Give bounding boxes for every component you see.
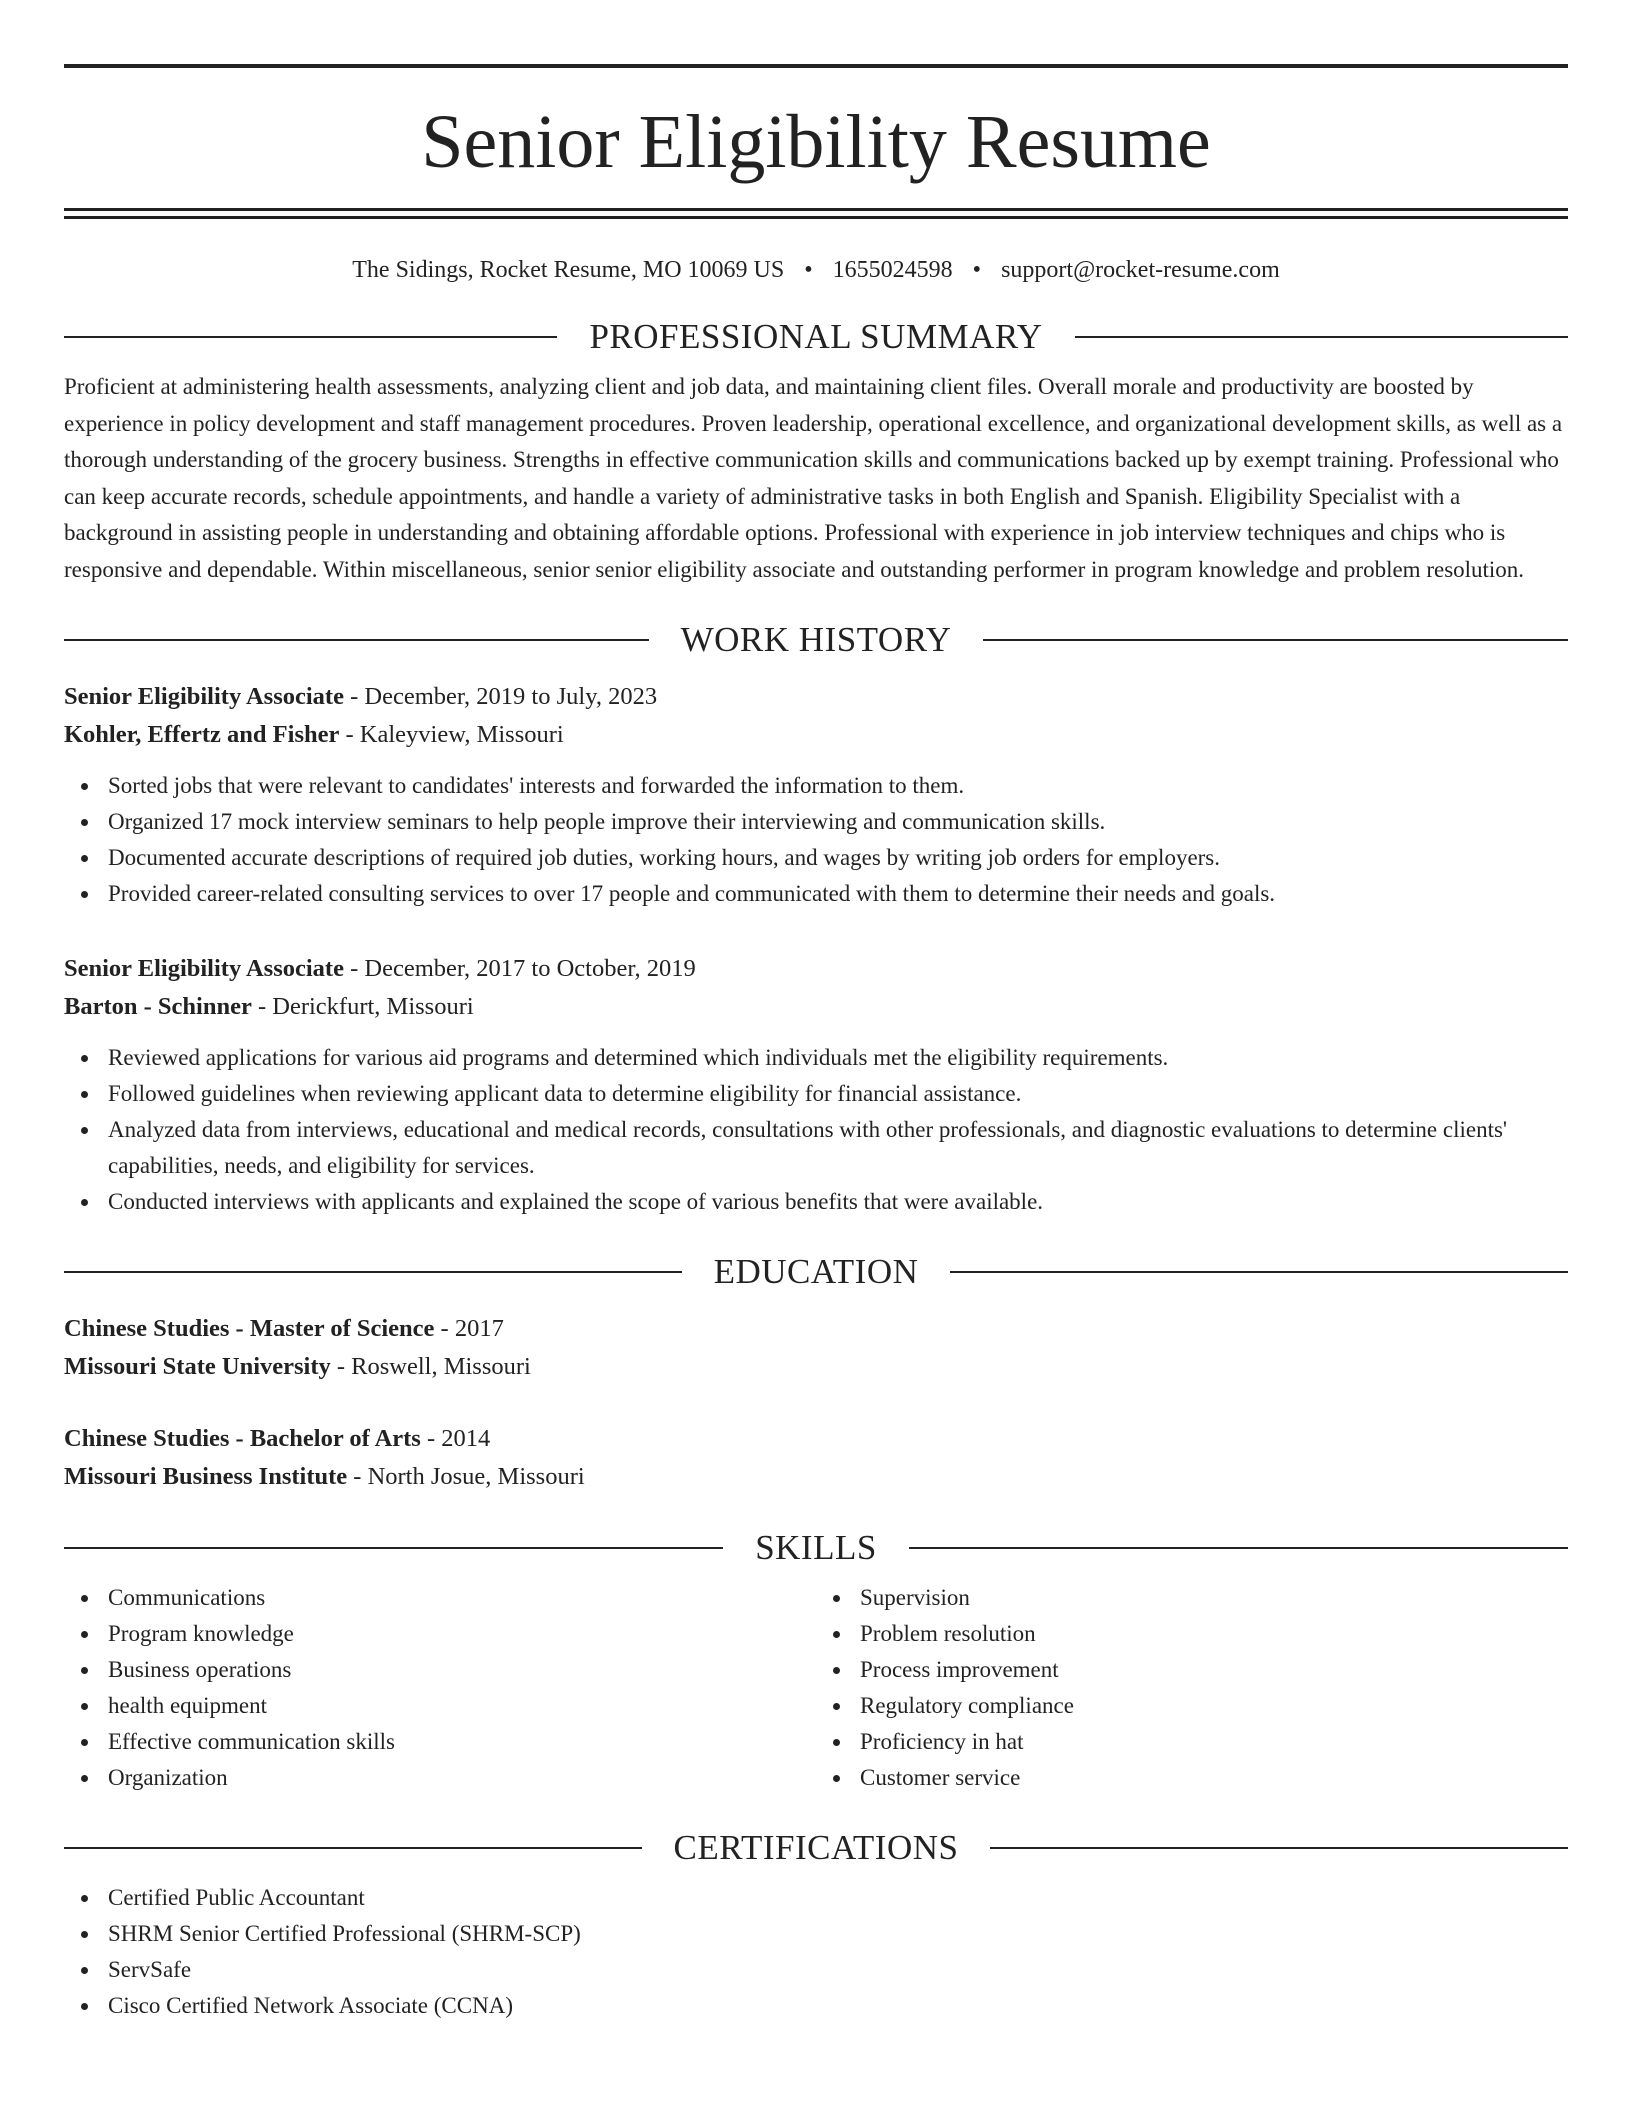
list-item: Certified Public Accountant: [64, 1880, 1568, 1916]
list-item: Conducted interviews with applicants and explained the scope of various benefits that were available.: [64, 1184, 1568, 1220]
job-title-line: [64, 678, 1568, 716]
section-header-certifications: [64, 1826, 1568, 1870]
job-title: Senior Eligibility Associate: [64, 955, 344, 982]
section-rule: [909, 1547, 1568, 1549]
job-company-line: [64, 988, 1568, 1026]
section-rule: [1075, 336, 1568, 338]
school-location: - North Josue, Missouri: [347, 1463, 585, 1490]
list-item: Problem resolution: [816, 1616, 1568, 1652]
list-item: Communications: [64, 1580, 816, 1616]
degree-year: - 2014: [420, 1425, 491, 1452]
job-dates: - December, 2019 to July, 2023: [343, 683, 658, 710]
section-header-education: [64, 1250, 1568, 1294]
degree-year: - 2017: [434, 1315, 504, 1342]
section-rule: [64, 1847, 642, 1849]
contact-separator: •: [804, 257, 813, 283]
list-item: Supervision: [816, 1580, 1568, 1616]
job-entry: [64, 950, 1568, 1220]
section-title: WORK HISTORY: [680, 620, 952, 659]
skills-list-left: [64, 1580, 816, 1796]
job-company: Barton - Schinner: [64, 993, 252, 1020]
list-item: Process improvement: [816, 1652, 1568, 1688]
list-item: Organization: [64, 1760, 816, 1796]
contact-phone: 1655024598: [832, 257, 953, 283]
contact-address: The Sidings, Rocket Resume, MO 10069 US: [352, 257, 785, 283]
job-dates: - December, 2017 to October, 2019: [343, 955, 696, 982]
education-entry: [64, 1310, 1568, 1386]
school-line: [64, 1458, 1568, 1496]
job-location: - Derickfurt, Missouri: [251, 993, 474, 1020]
school-location: - Roswell, Missouri: [330, 1353, 531, 1380]
school-line: [64, 1348, 1568, 1386]
degree: Chinese Studies - Master of Science: [64, 1315, 435, 1342]
job-bullets: [64, 1040, 1568, 1220]
certifications-list: [64, 1880, 1568, 2024]
title-block: [64, 0, 1568, 219]
job-company-line: [64, 716, 1568, 754]
list-item: Analyzed data from interviews, educational and medical records, consultations with other professionals, and diagnostic evaluations to determine clients' capabilities, needs, and eligibility for services.: [64, 1112, 1568, 1184]
skills-columns: [64, 1580, 1568, 1796]
list-item: Business operations: [64, 1652, 816, 1688]
list-item: Customer service: [816, 1760, 1568, 1796]
list-item: Reviewed applications for various aid programs and determined which individuals met the eligibility requirements.: [64, 1040, 1568, 1076]
section-header-work-history: [64, 618, 1568, 662]
job-location: - Kaleyview, Missouri: [339, 721, 564, 748]
degree: Chinese Studies - Bachelor of Arts: [64, 1425, 421, 1452]
school: Missouri Business Institute: [64, 1463, 348, 1490]
school: Missouri State University: [64, 1353, 331, 1380]
section-rule: [983, 639, 1568, 641]
list-item: Organized 17 mock interview seminars to help people improve their interviewing and communication skills.: [64, 804, 1568, 840]
list-item: Cisco Certified Network Associate (CCNA): [64, 1988, 1568, 2024]
degree-line: [64, 1310, 1568, 1348]
section-rule: [990, 1847, 1568, 1849]
list-item: Sorted jobs that were relevant to candidates' interests and forwarded the information to them.: [64, 768, 1568, 804]
section-title: PROFESSIONAL SUMMARY: [589, 317, 1043, 356]
section-title: EDUCATION: [713, 1252, 919, 1291]
education-entry: [64, 1420, 1568, 1496]
list-item: Provided career-related consulting services to over 17 people and communicated with them to determine their needs and goals.: [64, 876, 1568, 912]
section-rule: [64, 1547, 723, 1549]
skills-list-right: [816, 1580, 1568, 1796]
list-item: Regulatory compliance: [816, 1688, 1568, 1724]
section-title: CERTIFICATIONS: [673, 1828, 959, 1867]
degree-line: [64, 1420, 1568, 1458]
job-company: Kohler, Effertz and Fisher: [64, 721, 340, 748]
list-item: SHRM Senior Certified Professional (SHRM-SCP): [64, 1916, 1568, 1952]
contact-email: support@rocket-resume.com: [1001, 257, 1280, 283]
list-item: Documented accurate descriptions of required job duties, working hours, and wages by writing job orders for employers.: [64, 840, 1568, 876]
list-item: Program knowledge: [64, 1616, 816, 1652]
section-rule: [64, 1271, 682, 1273]
summary-paragraph: Proficient at administering health assessments, analyzing client and job data, and maintaining client files. Overall morale and productivity are boosted by experience in policy development and staff management procedures. Proven leadership, operational excellence, and organizational development skills, as well as a thorough understanding of the grocery business. Strengths in effective communication skills and communications backed up by exempt training. Professional who can keep accurate records, schedule appointments, and handle a variety of administrative tasks in both English and Spanish. Eligibility Specialist with a background in assisting people in understanding and obtaining affordable options. Professional with experience in job interview techniques and chips who is responsive and dependable. Within miscellaneous, senior senior eligibility associate and outstanding performer in program knowledge and problem resolution.: [64, 374, 1563, 582]
job-title: Senior Eligibility Associate: [64, 683, 344, 710]
list-item: Followed guidelines when reviewing applicant data to determine eligibility for financial assistance.: [64, 1076, 1568, 1112]
job-bullets: [64, 768, 1568, 912]
list-item: Effective communication skills: [64, 1724, 816, 1760]
list-item: Proficiency in hat: [816, 1724, 1568, 1760]
section-rule: [64, 336, 557, 338]
list-item: ServSafe: [64, 1952, 1568, 1988]
section-rule: [64, 639, 649, 641]
list-item: health equipment: [64, 1688, 816, 1724]
resume-title: Senior Eligibility Resume: [421, 100, 1211, 184]
contact-line: [64, 255, 1568, 285]
section-header-skills: [64, 1526, 1568, 1570]
section-title: SKILLS: [755, 1528, 877, 1567]
contact-separator: •: [972, 257, 982, 283]
section-header-summary: [64, 315, 1568, 359]
job-title-line: [64, 950, 1568, 988]
job-entry: [64, 678, 1568, 912]
section-rule: [950, 1271, 1568, 1273]
double-rule: [64, 208, 1568, 219]
